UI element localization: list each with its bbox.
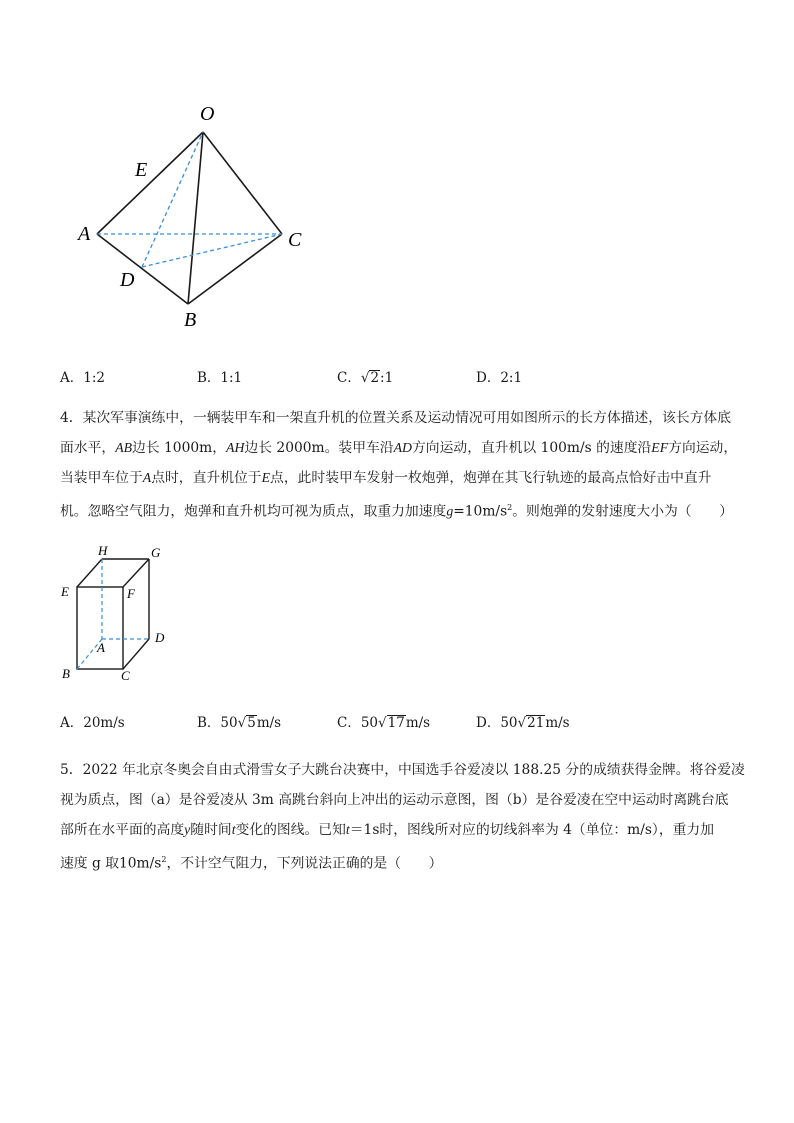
label-E: E [61, 584, 69, 599]
edge-OC [203, 132, 282, 234]
q4-option-c: C．50√17m/s [337, 715, 431, 731]
radicand: 2 [370, 370, 380, 386]
label-D: D [120, 269, 135, 291]
label-C: C [121, 668, 130, 683]
label-G: G [151, 545, 161, 560]
q5-line-1: 5．2022 年北京冬奥会自由式滑雪女子大跳台决赛中，中国选手谷爱凌以 188.25 分的成绩获得金牌。将谷爱凌 [60, 762, 745, 778]
label-O: O [200, 103, 215, 125]
label-B: B [62, 666, 70, 681]
dashed-DO [142, 132, 203, 267]
q4-line-4: 机。忽略空气阻力，炮弹和直升机均可视为质点，取重力加速度$g=10m/s^2$。则炮弹的发射速度大小为（ ） [60, 503, 733, 520]
q5-line-4: 速度 g 取$10m/s^2$，不计空气阻力，下列说法正确的是（ ） [60, 855, 443, 872]
q3-options [60, 366, 740, 386]
tetrahedron-figure [60, 90, 320, 340]
label-D: D [155, 630, 165, 645]
q3-option-c: C．√2:1 [337, 370, 394, 386]
edge-OA [97, 132, 203, 234]
front-face [77, 587, 123, 669]
label-F: F [127, 586, 135, 601]
edge-OB [188, 132, 203, 304]
q5-line-2: 视为质点，图（a）是谷爱凌从 3m 高跳台斜向上冲出的运动示意图，图（b）是谷爱凌在空中运动时离跳台底 [60, 792, 729, 808]
q4-line-1: 4．某次军事演练中，一辆装甲车和一架直升机的位置关系及运动情况可用如图所示的长方体描述，该长方体底 [60, 410, 732, 426]
edge-FG [123, 559, 149, 587]
edge-EH [77, 559, 102, 587]
cuboid-figure [55, 540, 185, 688]
q4-option-d: D．50√21m/s [476, 715, 570, 731]
question-5 [60, 755, 745, 879]
q3-option-a: A．1:2 [60, 370, 105, 386]
edge-CD [123, 639, 149, 669]
edge-AB [97, 234, 188, 304]
q3-option-b: B．1:1 [197, 370, 243, 386]
edge-BC [188, 234, 282, 304]
q4-line-2: 面水平，AB边长 1000m，AH边长 2000m。装甲车沿AD方向运动，直升机以 100m/s 的速度沿EF方向运动， [60, 440, 738, 456]
q5-line-3: 部所在水平面的高度y随时间t变化的图线。已知t＝1s时，图线所对应的切线斜率为 4（单位：m/s），重力加 [60, 822, 715, 838]
label-E: E [135, 159, 148, 181]
q4-option-a: A．20m/s [60, 715, 125, 731]
question-4 [60, 403, 740, 527]
q4-line-3: 当装甲车位于A点时，直升机位于E点，此时装甲车发射一枚炮弹，炮弹在其飞行轨迹的最高点恰好击中直升 [60, 470, 712, 486]
label-C: C [288, 229, 302, 251]
label-H: H [98, 543, 108, 558]
label-B: B [184, 309, 197, 331]
label-A: A [97, 640, 105, 655]
label-A: A [78, 223, 91, 245]
q4-options [60, 711, 740, 733]
q3-option-d: D．2:1 [476, 370, 523, 386]
q4-option-b: B．50√5m/s [197, 715, 282, 731]
